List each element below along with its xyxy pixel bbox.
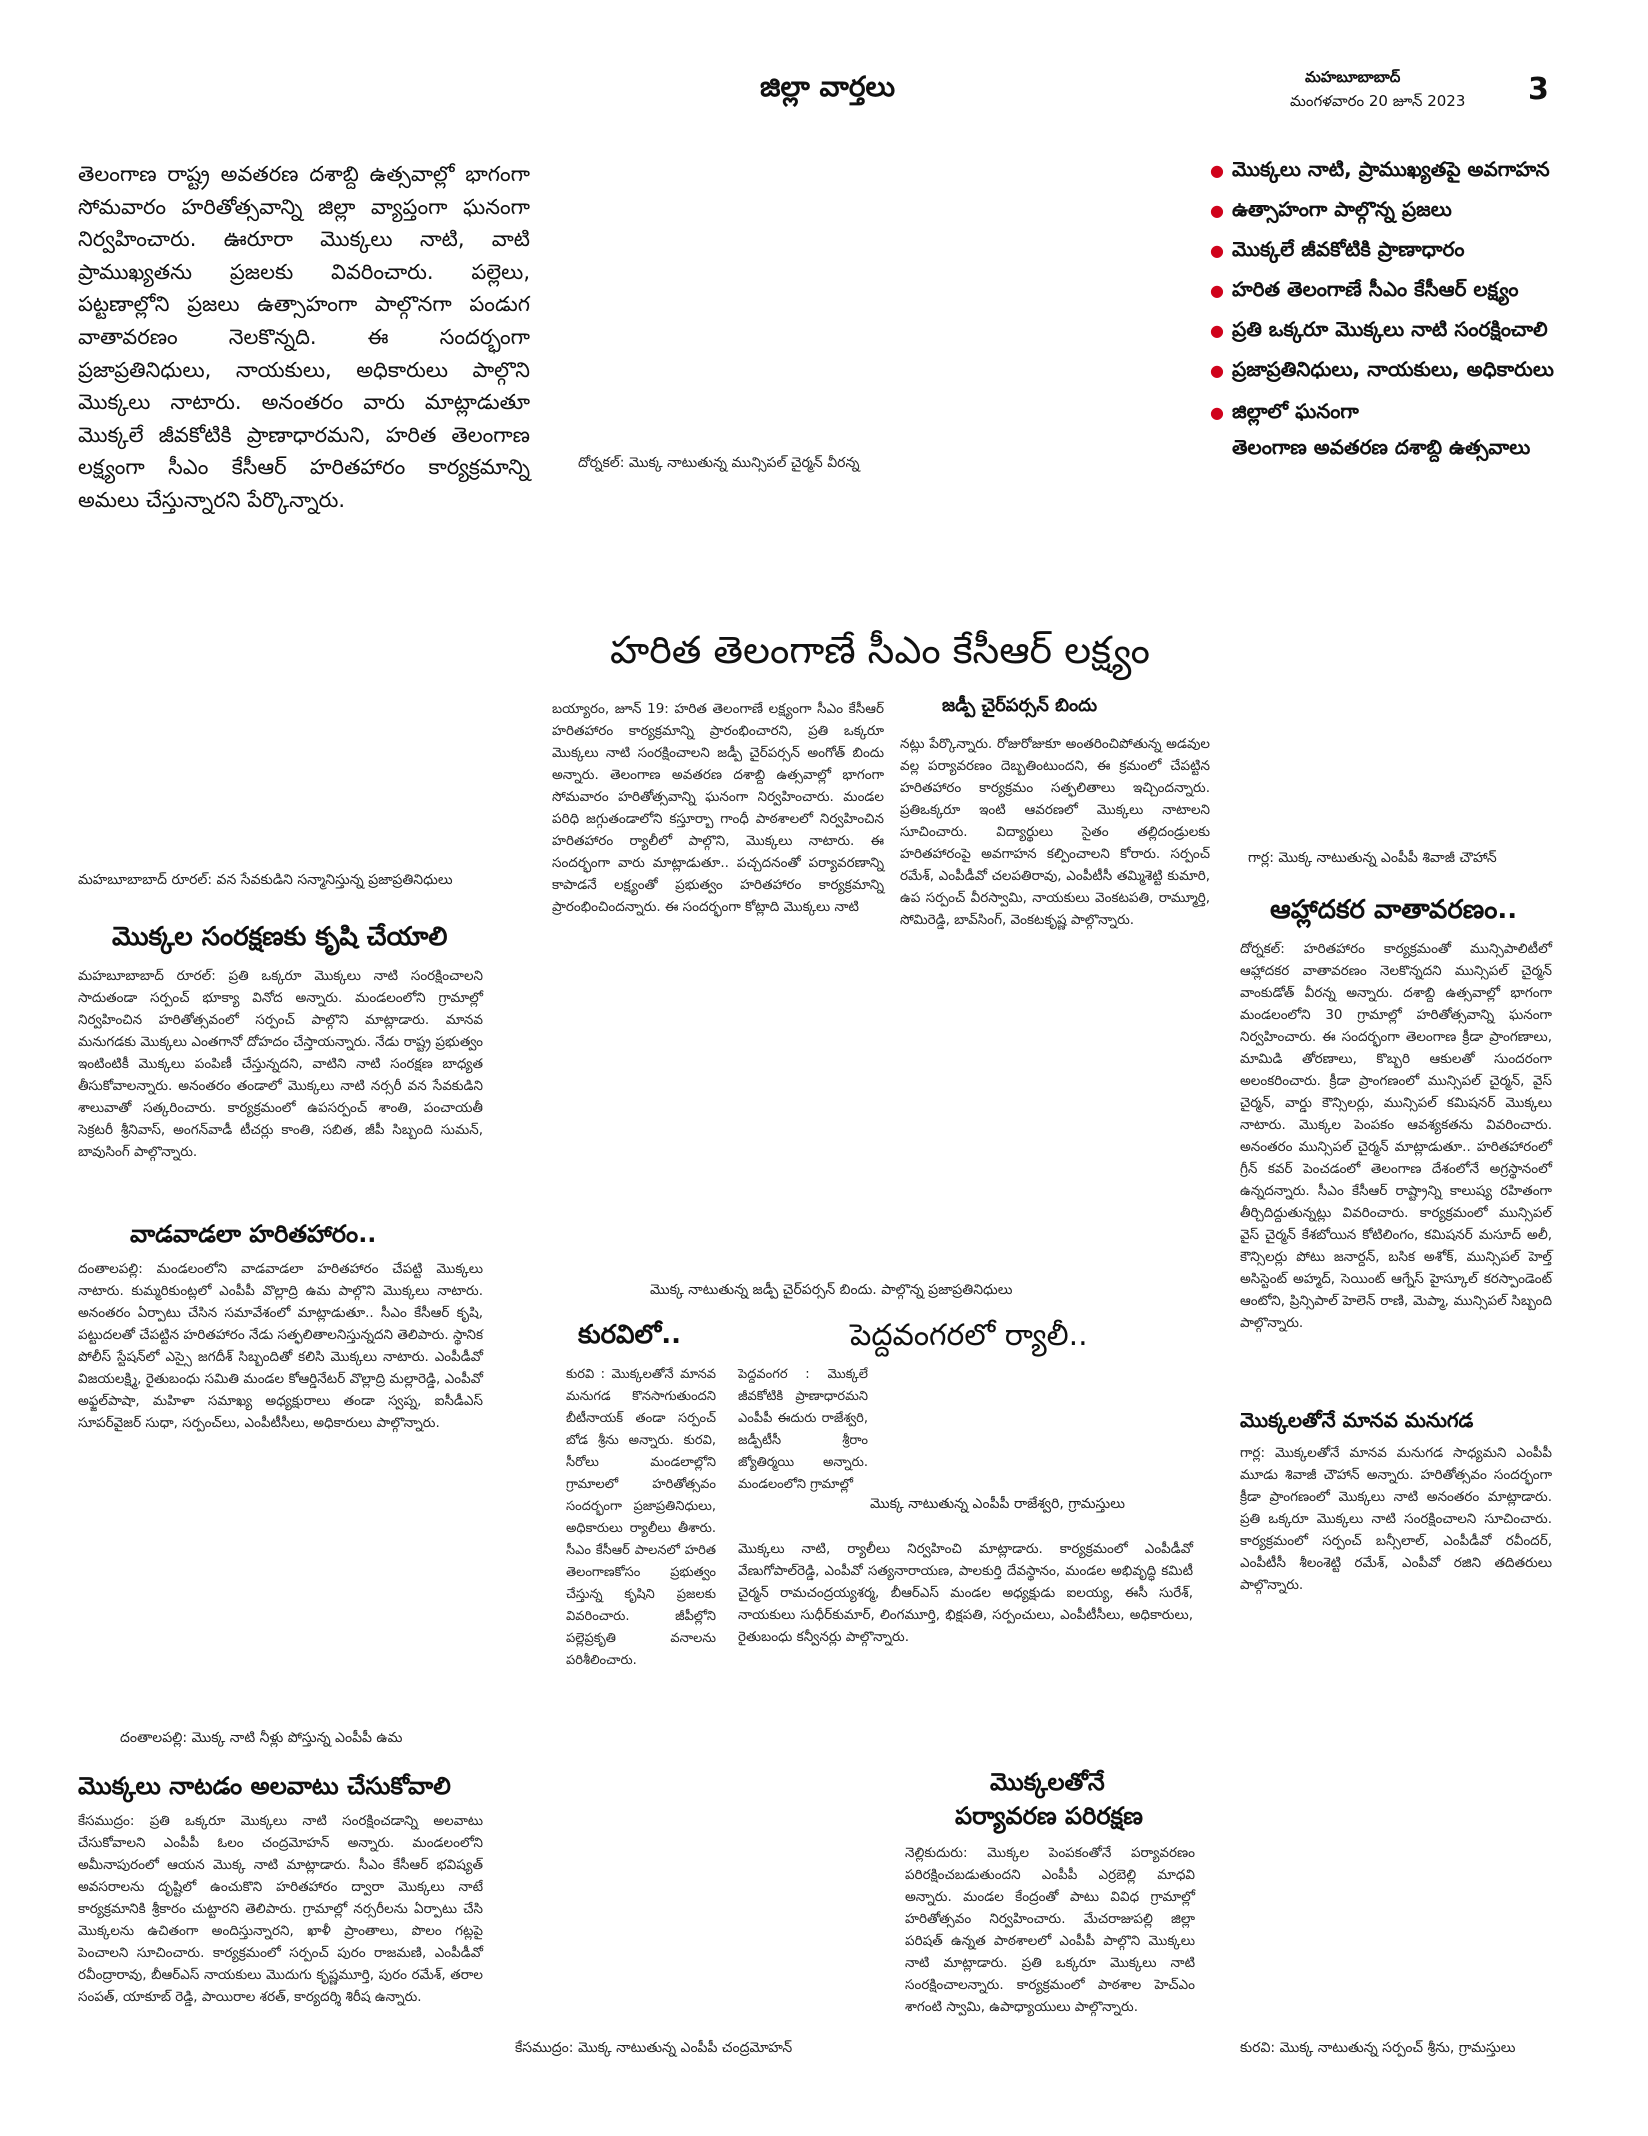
district-name: మహబూబాబాద్ (1305, 68, 1401, 86)
bullet-icon: ● (1210, 241, 1224, 260)
section-title: జిల్లా వార్తలు (760, 70, 896, 103)
story-headline: వాడవాడలా హరితహారం.. (130, 1220, 377, 1248)
story-body: నెల్లికుదురు: మొక్కల పెంపకంతోనే పర్యావరణం పరిరక్షించబడుతుందని ఎంపీపీ ఎర్రబెల్లి మాధవి అన్నారు. మండల కేంద్రంతో పాటు వివిధ గ్రామాల్లో హరితోత్సవం నిర్వహించారు. మేచరాజుపల్లి జిల్లా పరిషత్ ఉన్నత పాఠశాలలో ఎంపీపీ పాల్గొని మొక్కలు నాటి మాట్లాడారు. ప్రతి ఒక్కరూ మొక్కలు నాటి సంరక్షించాలన్నారు. కార్యక్రమంలో పాఠశాల హెచ్‌ఎం శాగంటి స్వామి, ఉపాధ్యాయులు పాల్గొన్నారు. (905, 1845, 1195, 2015)
highlight-item: ● మొక్కలు నాటి, ప్రాముఖ్యతపై అవగాహన (1210, 157, 1550, 181)
intro-text: తెలంగాణ రాష్ట్ర అవతరణ దశాబ్ది ఉత్సవాల్లో భాగంగా సోమవారం హరితోత్సవాన్ని జిల్లా వ్యాప్తంగా ఘనంగా నిర్వహించారు. ఊరూరా మొక్కలు నాటి, వాటి ప్రాముఖ్యతను ప్రజలకు వివరించారు. పల్లెలు, పట్టణాల్లోని ప్రజలు ఉత్సాహంగా పాల్గొనగా పండుగ వాతావరణం నెలకొన్నది. ఈ సందర్భంగా ప్రజాప్రతినిధులు, నాయకులు, అధికారులు పాల్గొని మొక్కలు నాటారు. అనంతరం వారు మాట్లాడుతూ మొక్కలే జీవకోటికి ప్రాణాధారమని, హరిత తెలంగాణ లక్ష్యంగా సీఎం కేసీఆర్ హరితహారం కార్యక్రమాన్ని అమలు చేస్తున్నారని పేర్కొన్నారు. (78, 162, 530, 512)
highlight-item: ● హరిత తెలంగాణే సీఎం కేసీఆర్ లక్ష్యం (1210, 277, 1519, 301)
bullet-icon: ● (1210, 361, 1224, 380)
story-headline: పెద్దవంగరలో ర్యాలీ.. (850, 1318, 1088, 1353)
highlight-item: ● జిల్లాలో ఘనంగా (1210, 399, 1359, 423)
photo-caption: మహబూబాబాద్ రూరల్: వన సేవకుడిని సన్మానిస్తున్న ప్రజాప్రతినిధులు (78, 872, 453, 888)
page-number: 3 (1528, 72, 1549, 107)
story-headline: మొక్కలతోనే మానవ మనుగడ (1240, 1408, 1474, 1432)
photo-caption: మొక్క నాటుతున్న ఎంపీపీ రాజేశ్వరి, గ్రామస్తులు (870, 1496, 1126, 1512)
story-headline: కురవిలో.. (578, 1320, 681, 1350)
story-body: దోర్నకల్: హరితహారం కార్యక్రమంతో మున్సిపాలిటీలో ఆహ్లాదకర వాతావరణం నెలకొన్నదని మున్సిపల్ చైర్మన్ వాంకుడోత్ వీరన్న అన్నారు. దశాబ్ది ఉత్సవాల్లో భాగంగా మండలంలోని 30 గ్రామాల్లో హరితోత్సవాన్ని ఘనంగా నిర్వహించారు. ఈ సందర్భంగా తెలంగాణ క్రీడా ప్రాంగణాలు, మామిడి తోరణాలు, కొబ్బరి ఆకులతో సుందరంగా అలంకరించారు. క్రీడా ప్రాంగణంలో మున్సిపల్ చైర్మన్, వైస్ చైర్మన్, వార్డు కౌన్సిలర్లు, మున్సిపల్ కమిషనర్ మొక్కలు నాటారు. మొక్కల పెంపకం ఆవశ్యకతను వివరించారు. అనంతరం మున్సిపల్ చైర్మన్ మాట్లాడుతూ.. హరితహారంలో గ్రీన్ కవర్ పెంచడంలో తెలంగాణ దేశంలోనే అగ్రస్థానంలో ఉన్నదన్నారు. సీఎం కేసీఆర్ రాష్ట్రాన్ని కాలుష్య రహితంగా తీర్చిదిద్దుతున్నట్లు వివరించారు. కార్యక్రమంలో మున్సిపల్ వైస్ చైర్మన్ కేశబోయిన కోటిలింగం, కమిషనర్ మసూద్ అలీ, కౌన్సిలర్లు పోటు జనార్దన్, బసిక అశోక్, మున్సిపల్ హెల్త్ అసిస్టెంట్ అహ్మద్, సెయింట్ ఆగ్నేస్ హైస్కూల్ కరస్పాండెంట్ ఆంటోని, ప్రిన్సిపాల్ హెలెన్ రాణి, మెప్మా, మున్సిపల్ సిబ్బంది పాల్గొన్నారు. (1240, 941, 1552, 1331)
main-story-col2: నట్లు పేర్కొన్నారు. రోజురోజుకూ అంతరించిపోతున్న అడవుల వల్ల పర్యావరణం దెబ్బతింటుందని, ఈ క్రమంలో చేపట్టిన హరితహారం కార్యక్రమం సత్ఫలితాలు ఇచ్చిందన్నారు. ప్రతిఒక్కరూ ఇంటి ఆవరణలో మొక్కలు నాటాలని సూచించారు. విద్యార్థులు సైతం తల్లిదండ్రులకు హరితహారంపై అవగాహన కల్పించాలని కోరారు. సర్పంచ్ రమేశ్, ఎంపీడీవో చలపతిరావు, ఎంపీటీసీ తమ్మిశెట్టి కుమారి, ఉప సర్పంచ్ వీరస్వామి, నాయకులు వెంకటపతి, రామ్మూర్తి, సోమిరెడ్డి, బావ్‌సింగ్, వెంకటకృష్ణ పాల్గొన్నారు. (900, 736, 1210, 928)
photo-caption: కురవి: మొక్క నాటుతున్న సర్పంచ్ శ్రీను, గ్రామస్తులు (1240, 2040, 1516, 2056)
story-body: మహబూబాబాద్ రూరల్: ప్రతి ఒక్కరూ మొక్కలు నాటి సంరక్షించాలని సాదుతండా సర్పంచ్ భూక్యా వినోద అన్నారు. మండలంలోని గ్రామాల్లో నిర్వహించిన హరితోత్సవంలో సర్పంచ్ పాల్గొని మాట్లాడారు. మానవ మనుగడకు మొక్కలు ఎంతగానో దోహదం చేస్తాయన్నారు. నేడు రాష్ట్ర ప్రభుత్వం ఇంటింటికీ మొక్కలు పంపిణీ చేస్తున్నదని, వాటిని నాటి సంరక్షణ బాధ్యత తీసుకోవాలన్నారు. అనంతరం తండాలో మొక్కలు నాటి నర్సరీ వన సేవకుడిని శాలువాతో సత్కరించారు. కార్యక్రమంలో ఉపసర్పంచ్ శాంతి, పంచాయతీ సెక్రటరీ శ్రీనివాస్, అంగన్‌వాడీ టీచర్లు కాంతి, సబిత, జీపీ సిబ్బంది సుమన్, బావుసింగ్ పాల్గొన్నారు. (78, 968, 483, 1160)
bullet-icon: ● (1210, 321, 1224, 340)
highlight-item: ● ఉత్సాహంగా పాల్గొన్న ప్రజలు (1210, 197, 1452, 221)
main-story-col1: బయ్యారం, జూన్ 19: హరిత తెలంగాణే లక్ష్యంగా సీఎం కేసీఆర్ హరితహారం కార్యక్రమాన్ని ప్రారంభించారని, ప్రతి ఒక్కరూ మొక్కలు నాటి సంరక్షించాలని జడ్పీ చైర్‌పర్సన్ అంగోత్ బిందు అన్నారు. తెలంగాణ అవతరణ దశాబ్ది ఉత్సవాల్లో భాగంగా సోమవారం హరితోత్సవాన్ని ఘనంగా నిర్వహించారు. మండల పరిధి జగ్గుతండాలోని కస్తూర్బా గాంధీ పాఠశాలలో నిర్వహించిన హరితహారం ర్యాలీలో పాల్గొని, మొక్కలు నాటారు. ఈ సందర్భంగా వారు మాట్లాడుతూ.. పచ్చదనంతో పర్యావరణాన్ని కాపాడనే లక్ష్యంతో ప్రభుత్వం హరితహారం కార్యక్రమాన్ని ప్రారంభించిందన్నారు. ఈ సందర్భంగా కోట్లాది మొక్కలు నాటి (552, 701, 884, 915)
story-body: కేసముద్రం: ప్రతి ఒక్కరూ మొక్కలు నాటి సంరక్షించడాన్ని అలవాటు చేసుకోవాలని ఎంపీపీ ఓలం చంద్రమోహన్ అన్నారు. మండలంలోని అమీనాపురంలో ఆయన మొక్క నాటి మాట్లాడారు. సీఎం కేసీఆర్ భవిష్యత్ అవసరాలను దృష్టిలో ఉంచుకొని హరితహారం ద్వారా మొక్కలు నాటే కార్యక్రమానికి శ్రీకారం చుట్టారని తెలిపారు. గ్రామాల్లో నర్సరీలను ఏర్పాటు చేసి మొక్కలను ఉచితంగా అందిస్తున్నారని, ఖాళీ ప్రాంతాలు, పొలం గట్లపై పెంచాలని సూచించారు. కార్యక్రమంలో సర్పంచ్ పురం రాజమణి, ఎంపీడీవో రవీంద్రారావు, బీఆర్‌ఎస్ నాయకులు మొదుగు కృష్ణమూర్తి, పురం రమేశ్, తరాల సంపత్, యాకూబ్ రెడ్డి, పాయిరాల శరత్, కార్యదర్శి శిరీష ఉన్నారు. (78, 1813, 483, 2005)
issue-date: మంగళవారం 20 జూన్ 2023 (1290, 92, 1466, 110)
story-headline: మొక్కలతోనే (990, 1768, 1105, 1796)
highlight-item: తెలంగాణ అవతరణ దశాబ్ది ఉత్సవాలు (1232, 435, 1531, 459)
bullet-icon: ● (1210, 201, 1224, 220)
highlights-list (1210, 150, 1590, 462)
story-headline: మొక్కలు నాటడం అలవాటు చేసుకోవాలి (78, 1772, 451, 1800)
story-body: పెద్దవంగర : మొక్కలే జీవకోటికి ప్రాణాధారమని ఎంపీపీ ఈదురు రాజేశ్వరి, జడ్పీటీసీ శ్రీరాం జ్యోతిర్మయి అన్నారు. మండలంలోని గ్రామాల్లో (738, 1367, 868, 1492)
story-headline: మొక్కల సంరక్షణకు కృషి చేయాలి (112, 922, 448, 952)
story-body: దంతాలపల్లి: మండలంలోని వాడవాడలా హరితహారం చేపట్టి మొక్కలు నాటారు. కుమ్మరికుంట్లలో ఎంపీపీ వొల్లాద్రి ఉమ పాల్గొని మొక్కలు నాటారు. అనంతరం ఏర్పాటు చేసిన సమావేశంలో మాట్లాడుతూ.. సీఎం కేసీఆర్ కృషి, పట్టుదలతో చేపట్టిన హరితహారం నేడు సత్ఫలితాలనిస్తున్నదని తెలిపారు. స్థానిక పోలీస్ స్టేషన్‌లో ఎస్సై జగదీశ్ సిబ్బందితో కలిసి మొక్కలు నాటారు. ఎంపీడీవో విజయలక్ష్మి, రైతుబంధు సమితి మండల కోఆర్డినేటర్ వొల్లాద్రి మల్లారెడ్డి, ఎంపీవో అఫ్జల్‌పాషా, మహిళా సమాఖ్య అధ్యక్షురాలు తండా స్వప్న, ఐసీడీఎస్ సూపర్‌వైజర్ సుధా, సర్పంచ్‌లు, ఎంపీటీసీలు, అధికారులు పాల్గొన్నారు. (78, 1261, 483, 1431)
photo-caption: గార్ల: మొక్క నాటుతున్న ఎంపీపీ శివాజీ చౌహాన్ (1248, 850, 1497, 866)
bullet-icon: ● (1210, 281, 1224, 300)
story-headline: పర్యావరణ పరిరక్షణ (955, 1802, 1143, 1830)
main-headline: హరిత తెలంగాణే సీఎం కేసీఆర్ లక్ష్యం (610, 628, 1150, 672)
main-subhead: జడ్పీ చైర్‌పర్సన్ బిందు (942, 695, 1098, 716)
highlight-item: ● ప్రజాప్రతినిధులు, నాయకులు, అధికారులు (1210, 357, 1554, 381)
photo-caption: కేసముద్రం: మొక్క నాటుతున్న ఎంపీపీ చంద్రమోహన్ (515, 2040, 793, 2056)
photo-caption: దంతాలపల్లి: మొక్క నాటి నీళ్లు పోస్తున్న ఎంపీపీ ఉమ (120, 1730, 403, 1746)
bullet-icon: ● (1210, 403, 1224, 422)
highlight-item: ● మొక్కలే జీవకోటికి ప్రాణాధారం (1210, 237, 1465, 261)
photo-caption: మొక్క నాటుతున్న జడ్పీ చైర్‌పర్సన్ బిందు. పాల్గొన్న ప్రజాప్రతినిధులు (650, 1282, 1013, 1298)
story-headline: ఆహ్లాదకర వాతావరణం.. (1270, 895, 1518, 925)
story-body: మొక్కలు నాటి, ర్యాలీలు నిర్వహించి మాట్లాడారు. కార్యక్రమంలో ఎంపీడీవో వేణుగోపాల్‌రెడ్డి, ఎంపీవో సత్యనారాయణ, పాలకుర్తి దేవస్థానం, మండల అభివృద్ధి కమిటీ చైర్మన్ రామచంద్రయ్యశర్మ, బీఆర్‌ఎస్ మండల అధ్యక్షుడు ఐలయ్య, ఈసీ సురేశ్, నాయకులు సుధీర్‌కుమార్, లింగమూర్తి, భిక్షపతి, సర్పంచులు, ఎంపీటీసీలు, అధికారులు, రైతుబంధు కన్వీనర్లు పాల్గొన్నారు. (738, 1541, 1193, 1645)
story-body: కురవి : మొక్కలతోనే మానవ మనుగడ కొనసాగుతుందని బీటీనాయక్ తండా సర్పంచ్ బోడ శ్రీను అన్నారు. కురవి, సీరోలు మండలాల్లోని గ్రామాలలో హరితోత్సవం సందర్భంగా ప్రజాప్రతినిధులు, అధికారులు ర్యాలీలు తీశారు. సీఎం కేసీఆర్ పాలనలో హరిత తెలంగాణకోసం ప్రభుత్వం చేస్తున్న కృషిని ప్రజలకు వివరించారు. జీపీల్లోని పల్లెప్రకృతి వనాలను పరిశీలించారు. (566, 1367, 716, 1668)
bullet-icon: ● (1210, 161, 1224, 180)
photo-caption: దోర్నకల్: మొక్క నాటుతున్న మున్సిపల్ చైర్మన్ వీరన్న (578, 455, 860, 471)
highlight-item: ● ప్రతి ఒక్కరూ మొక్కలు నాటి సంరక్షించాలి (1210, 317, 1548, 341)
story-body: గార్ల: మొక్కలతోనే మానవ మనుగడ సాధ్యమని ఎంపీపీ మూడు శివాజీ చౌహాన్ అన్నారు. హరితోత్సవం సందర్భంగా క్రీడా ప్రాంగణంలో మొక్కలు నాటి అనంతరం మాట్లాడారు. ప్రతి ఒక్కరూ మొక్కలు నాటి సంరక్షించాలని సూచించారు. కార్యక్రమంలో సర్పంచ్ బన్సీలాల్, ఎంపీడీవో రవీందర్, ఎంపీటీసీ శీలంశెట్టి రమేశ్, ఎంపీవో రజిని తదితరులు పాల్గొన్నారు. (1240, 1445, 1552, 1593)
